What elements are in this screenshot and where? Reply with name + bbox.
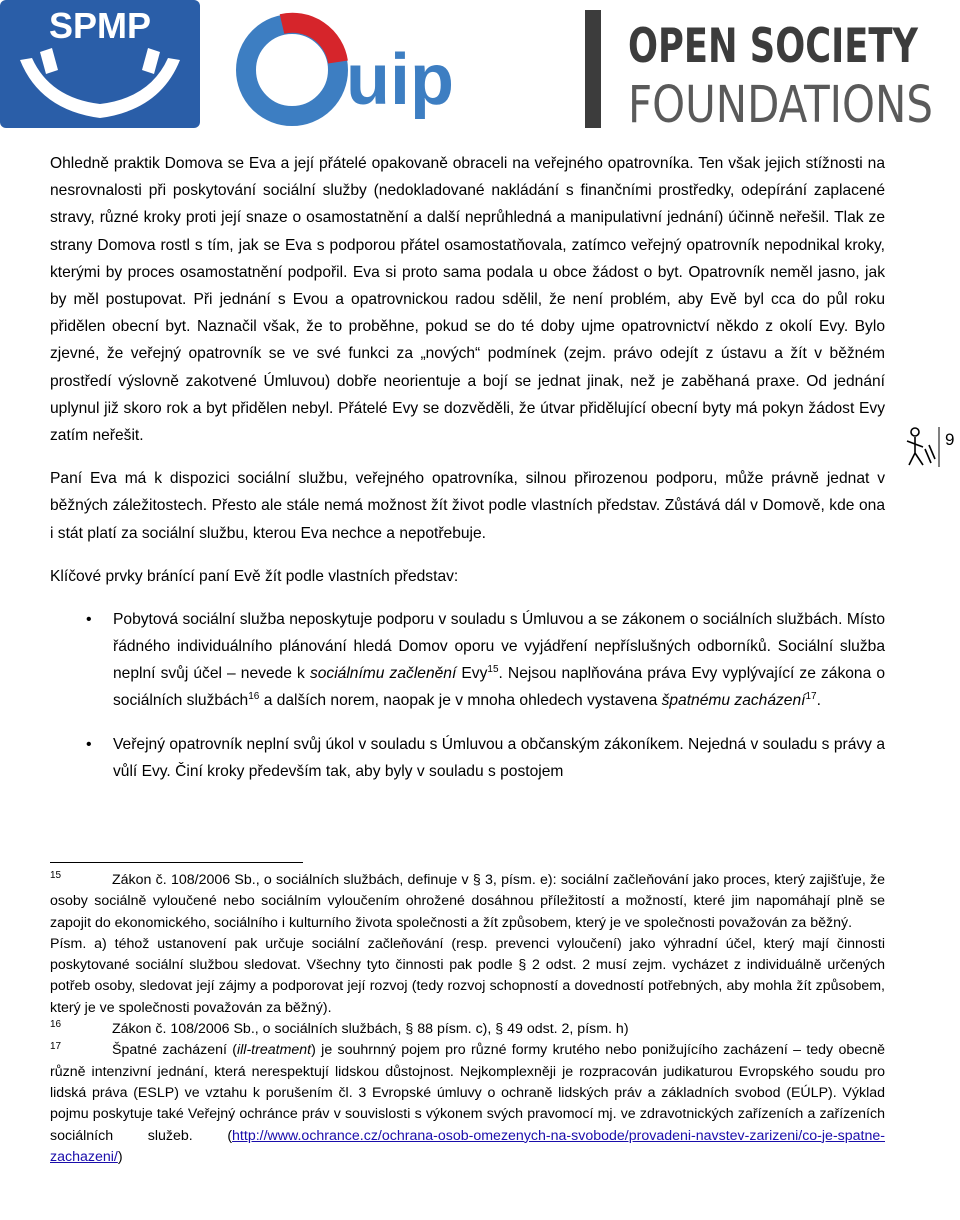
bullet-icon: • (86, 735, 92, 753)
footnote-15-continuation: Písm. a) téhož ustanovení pak určuje sociální začleňování (resp. prevenci vyloučení) jako výhradní účel, který mají činnosti poskytované sociální službou sledovat. Všechny tyto činnosti pak podle § 2 odst. 2 musí zejm. vycházet z individuálně určených potřeb osoby, sledovat její zájmy a podporovat její rozvoj (tedy rozvoj schopností a dovedností potřebných, aby mohla žít způsobem, který je ve společnosti považován za běžný). (50, 935, 885, 1016)
osf-bar (585, 10, 601, 128)
quip-logo-text: uip (346, 40, 454, 120)
list-item: • Pobytová sociální služba neposkytuje podporu v souladu s Úmluvou a se zákonem o sociálních službách. Místo řádného individuálního plánování hledá Domov oporu ve vyjádření nepříslušných odborníků. Sociální služba neplní svůj účel – nevede k sociálnímu začlenění Evy$^{15}$. Nejsou naplňována práva Evy vyplývající ze zákona o sociálních službách$^{16}$ a dalších norem, naopak je v mnoha ohledech vystavena špatnému zacházení$^{17}$. (50, 606, 885, 715)
ochrance-link[interactable]: http://www.ochrance.cz/ochrana-osob-omezenych-na-svobode/provadeni-navstev-zarizeni/co-je-spatne-zachazeni/ (50, 1127, 885, 1165)
quip-q-accent (282, 23, 338, 62)
quip-logo (246, 23, 454, 120)
footnote-15: 15 Zákon č. 108/2006 Sb., o sociálních službách, definuje v § 3, písm. e): sociální začleňování jako proces, který zajišťuje, že osoby sociálně vyloučené nebo sociálním vyloučením ohrožené dosáhnou příležitostí a možností, které jim napomáhají plně se zapojit do ekonomického, sociálního i kulturního života společnosti a žít způsobem, který je ve společnosti považován za běžný. (50, 870, 885, 931)
osf-logo (585, 10, 933, 135)
footnote-ref-16[interactable]: 16 (248, 691, 260, 703)
list-item: • Veřejný opatrovník neplní svůj úkol v souladu s Úmluvou a občanským zákoníkem. Nejedná v souladu s právy a vůlí Evy. Činí kroky především tak, aby byly v souladu s postojem (50, 731, 885, 785)
paragraph-2: Paní Eva má k dispozici sociální službu, veřejného opatrovníka, silnou přirozenou podporu, může právně jednat v běžných záležitostech. Přesto ale stále nemá možnost žít život podle vlastních představ. Zůstává dál v Domově, kde ona i stát platí za sociální službu, kterou Eva nechce a nepotřebuje. (50, 470, 885, 542)
paragraph-1: Ohledně praktik Domova se Eva a její přátelé opakovaně obraceli na veřejného opatrovníka. Ten však jejich stížnosti na nesrovnalosti při poskytování sociální služby (nedokladované nakládání s finančními prostředky, odepírání zaplacené stravy, různé kroky proti její snaze o osamostatnění a další neprůhledná a manipulativní jednání) účinně neřešil. Tlak ze strany Domova rostl s tím, jak se Eva s podporou přátel osamostatňovala, zatímco veřejný opatrovník nepodnikal kroky, kterými by proces osamostatnění podpořil. Eva si proto sama podala u obce žádost o byt. Opatrovník neměl jasno, jak by měl postupovat. Při jednání s Evou a opatrovnickou radou sdělil, že není problém, aby Evě byl cca do půl roku přidělen obecní byt. Naznačil však, že to proběhne, pokud se do té doby ujme opatrovnictví někdo z okolí Evy. Bylo zjevné, že veřejný opatrovník se ve své funkci za „nových“ podmínek (zejm. právo odejít z ústavu a žít v běžném prostředí výslovně zakotvené Úmluvou) dobře neorientuje a bojí se jednat jinak, než je zaběhaná praxe. Od jednání uplynul již skoro rok a byt přidělen nebyl. Přátelé Evy se dozvěděli, že útvar přidělující obecní byty má pokyn žádost Evy zatím neřešit. (50, 155, 885, 445)
document-body (50, 150, 885, 785)
key-elements-heading: Klíčové prvky bránící paní Evě žít podle vlastních představ: (50, 567, 459, 585)
footnote-ref-17[interactable]: 17 (805, 691, 817, 703)
footnote-separator (50, 862, 303, 863)
header-logos (0, 0, 960, 135)
footnote-16: 16 Zákon č. 108/2006 Sb., o sociálních službách, § 88 písm. c), § 49 odst. 2, písm. h) (50, 1019, 629, 1038)
osf-line2: FOUNDATIONS (628, 76, 933, 135)
page-number: 9 (945, 430, 955, 449)
osf-line1: OPEN SOCIETY (628, 19, 919, 74)
key-elements-list (50, 606, 885, 785)
spmp-logo (0, 0, 200, 128)
footnote-ref-15[interactable]: 15 (487, 664, 499, 676)
spmp-logo-text: SPMP (48, 5, 152, 46)
bullet-icon: • (86, 610, 92, 628)
footnotes (50, 870, 885, 1168)
footnote-17: 17 Špatné zacházení (ill-treatment) je souhrnný pojem pro různé formy krutého nebo ponižujícího zacházení – tedy obecně různě intenzivní jednání, která nerespektují lidskou důstojnost. Nejkomplexněji je rozpracován judikaturou Evropského soudu pro lidská práva (ESLP) ve vztahu k porušením čl. 3 Evropské úmluvy o ochraně lidských práv a základních svobod (EÚLP). Výklad pojmu poskytuje také Veřejný ochránce práv v souvislosti s výkonem svých pravomocí mj. ve zdravotnických zařízeních a zařízeních sociálních služeb. (http://www.ochrance.cz/ochrana-osob-omezenych-na-svobode/provadeni-navstev-zarizeni/co-je-spatne-zachazeni/) (50, 1040, 885, 1165)
